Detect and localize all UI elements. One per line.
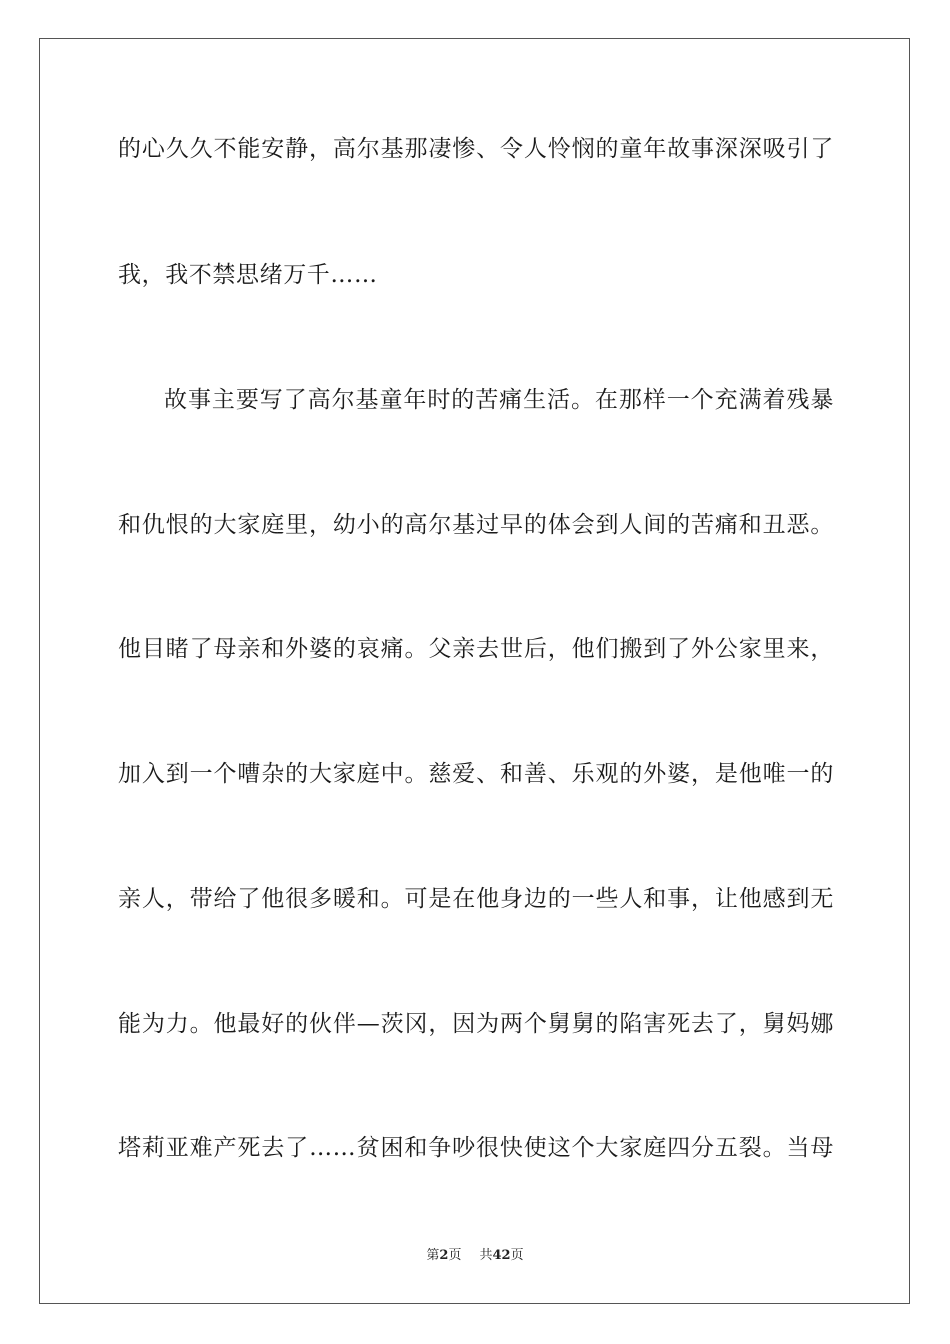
total-unit: 页 <box>510 1248 524 1263</box>
text-line-5: 他目睹了母亲和外婆的哀痛。父亲去世后，他们搬到了外公家里来， <box>118 636 834 662</box>
page-total: 42 <box>492 1248 511 1263</box>
page-prefix: 第 <box>426 1248 440 1263</box>
text-line-1: 的心久久不能安静，高尔基那凄惨、令人怜悯的童年故事深深吸引了 <box>118 136 834 162</box>
text-line-6: 加入到一个嘈杂的大家庭中。慈爱、和善、乐观的外婆，是他唯一的 <box>118 761 834 787</box>
text-line-4: 和仇恨的大家庭里，幼小的高尔基过早的体会到人间的苦痛和丑恶。 <box>118 512 834 538</box>
text-line-2: 我，我不禁思绪万千…… <box>118 262 378 288</box>
total-prefix: 共 <box>479 1248 493 1263</box>
text-line-9: 塔莉亚难产死去了……贫困和争吵很快使这个大家庭四分五裂。当母 <box>118 1135 834 1161</box>
page-unit: 页 <box>448 1248 462 1263</box>
page-current: 2 <box>439 1248 449 1263</box>
page-frame <box>39 38 910 1304</box>
text-line-8: 能为力。他最好的伙伴—茨冈，因为两个舅舅的陷害死去了，舅妈娜 <box>118 1011 834 1037</box>
text-line-3: 故事主要写了高尔基童年时的苦痛生活。在那样一个充满着残暴 <box>164 387 834 413</box>
text-line-7: 亲人，带给了他很多暖和。可是在他身边的一些人和事，让他感到无 <box>118 886 834 912</box>
page-footer <box>0 1247 950 1265</box>
